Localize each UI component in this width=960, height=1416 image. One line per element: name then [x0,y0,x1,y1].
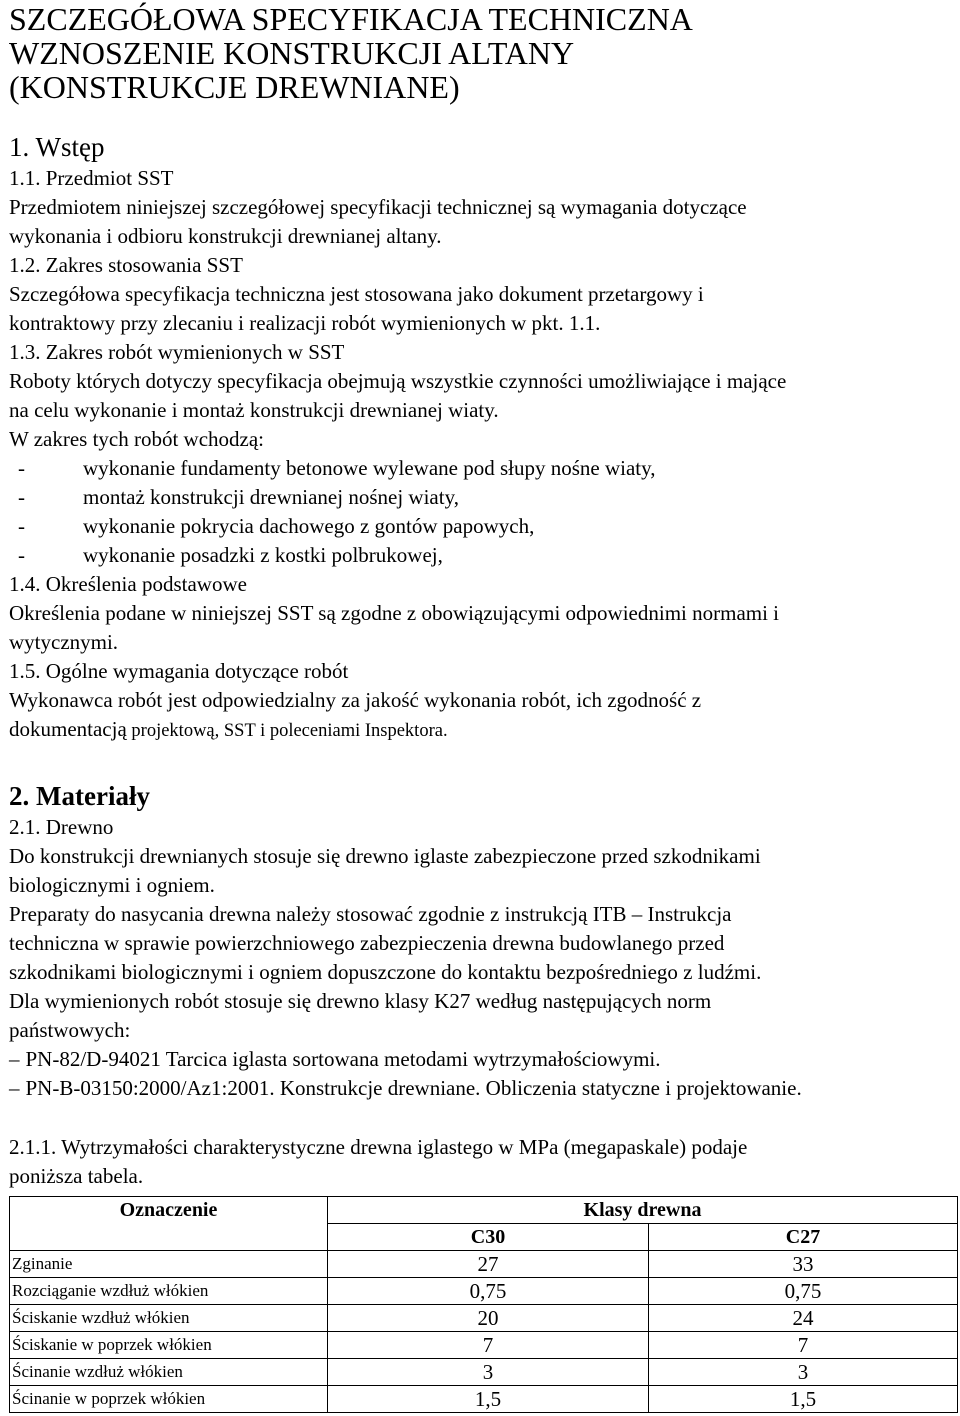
norms-list [9,1045,954,1103]
paragraph-line: państwowych: [9,1018,131,1042]
row-label: Ścinanie w poprzek włókien [10,1386,328,1413]
strength-table [9,1196,958,1413]
document-page [9,0,954,1411]
title-line: SZCZEGÓŁOWA SPECYFIKACJA TECHNICZNA [9,1,693,37]
list-item: - wykonanie pokrycia dachowego z gontów papowych, [18,514,535,538]
value-c30: 3 [328,1359,649,1386]
section-1-heading: 1. Wstęp [9,132,105,162]
row-label: Ściskanie wzdłuż włókien [10,1305,328,1332]
list-item: – PN-B-03150:2000/Az1:2001. Konstrukcje drewniane. Obliczenia statyczne i projektowanie. [9,1076,802,1100]
title-line: (KONSTRUKCJE DREWNIANE) [9,69,460,105]
paragraph-line: Wykonawca robót jest odpowiedzialny za jakość wykonania robót, ich zgodność z [9,688,702,712]
paragraph-line: biologicznymi i ogniem. [9,873,215,897]
table-row [10,1305,958,1332]
paragraph-line: Przedmiotem niniejszej szczegółowej specyfikacji technicznej są wymagania dotyczące [9,195,747,219]
paragraph-line: techniczna w sprawie powierzchniowego zabezpieczenia drewna budowlanego przed [9,931,725,955]
paragraph-line: W zakres tych robót wchodzą: [9,427,265,451]
paragraph-line: poniższa tabela. [9,1164,144,1188]
paragraph-line: wytycznymi. [9,630,119,654]
title-line: WZNOSZENIE KONSTRUKCJI ALTANY [9,35,575,71]
table-header-row [10,1197,958,1224]
section-2-1-heading: 2.1. Drewno [9,815,114,839]
paragraph-line: szkodnikami biologicznymi i ogniem dopuszczone do kontaktu bezpośredniego z ludźmi. [9,960,762,984]
section-2-1 [9,813,954,1045]
value-c30: 1,5 [328,1386,649,1413]
value-c30: 0,75 [328,1278,649,1305]
section-2-heading: 2. Materiały [9,781,150,811]
value-c30: 20 [328,1305,649,1332]
section-1-5 [9,657,954,746]
list-item: – PN-82/D-94021 Tarcica iglasta sortowana metodami wytrzymałościowymi. [9,1047,661,1071]
section-1-3 [9,338,954,454]
row-label: Ścinanie wzdłuż włókien [10,1359,328,1386]
table-row [10,1251,958,1278]
column-header-c27: C27 [649,1224,958,1251]
column-header-wood-classes: Klasy drewna [328,1197,958,1224]
row-label: Ściskanie w poprzek włókien [10,1332,328,1359]
document-title [9,0,954,104]
section-2-1-1 [9,1133,954,1191]
list-item: - montaż konstrukcji drewnianej nośnej wiaty, [18,485,459,509]
row-label: Zginanie [10,1251,328,1278]
paragraph-line: na celu wykonanie i montaż konstrukcji drewnianej wiaty. [9,398,499,422]
table-row [10,1359,958,1386]
section-1-1 [9,164,954,251]
paragraph-line: Dla wymienionych robót stosuje się drewno klasy K27 według następujących norm [9,989,712,1013]
section-1-4 [9,570,954,657]
paragraph-line: dokumentacją projektową, SST i poleceniami Inspektora. [9,717,448,741]
value-c27: 1,5 [649,1386,958,1413]
table-row [10,1386,958,1413]
value-c27: 7 [649,1332,958,1359]
section-1-2 [9,251,954,338]
paragraph-line: 2.1.1. Wytrzymałości charakterystyczne drewna iglastego w MPa (megapaskale) podaje [9,1135,748,1159]
value-c30: 27 [328,1251,649,1278]
paragraph-line: Szczegółowa specyfikacja techniczna jest stosowana jako dokument przetargowy i [9,282,704,306]
section-1-4-heading: 1.4. Określenia podstawowe [9,572,247,596]
value-c30: 7 [328,1332,649,1359]
paragraph-line: kontraktowy przy zlecaniu i realizacji robót wymienionych w pkt. 1.1. [9,311,601,335]
table-row [10,1278,958,1305]
list-item: - wykonanie posadzki z kostki polbrukowej, [18,543,443,567]
list-item: - wykonanie fundamenty betonowe wylewane pod słupy nośne wiaty, [18,456,656,480]
value-c27: 0,75 [649,1278,958,1305]
value-c27: 24 [649,1305,958,1332]
paragraph-line: Do konstrukcji drewnianych stosuje się drewno iglaste zabezpieczone przed szkodnikami [9,844,761,868]
paragraph-line: wykonania i odbioru konstrukcji drewnianej altany. [9,224,442,248]
section-1-5-heading: 1.5. Ogólne wymagania dotyczące robót [9,659,349,683]
value-c27: 33 [649,1251,958,1278]
works-list [9,454,954,570]
table-cell-empty [10,1224,328,1251]
table-row [10,1332,958,1359]
section-1-2-heading: 1.2. Zakres stosowania SST [9,253,243,277]
section-1-3-heading: 1.3. Zakres robót wymienionych w SST [9,340,345,364]
column-header-c30: C30 [328,1224,649,1251]
section-1-1-heading: 1.1. Przedmiot SST [9,166,174,190]
value-c27: 3 [649,1359,958,1386]
paragraph-line: Preparaty do nasycania drewna należy stosować zgodnie z instrukcją ITB – Instrukcja [9,902,732,926]
column-header-designation: Oznaczenie [10,1197,328,1224]
paragraph-line: Roboty których dotyczy specyfikacja obejmują wszystkie czynności umożliwiające i mające [9,369,787,393]
table-subheader-row [10,1224,958,1251]
paragraph-line: Określenia podane w niniejszej SST są zgodne z obowiązującymi odpowiednimi normami i [9,601,780,625]
row-label: Rozciąganie wzdłuż włókien [10,1278,328,1305]
